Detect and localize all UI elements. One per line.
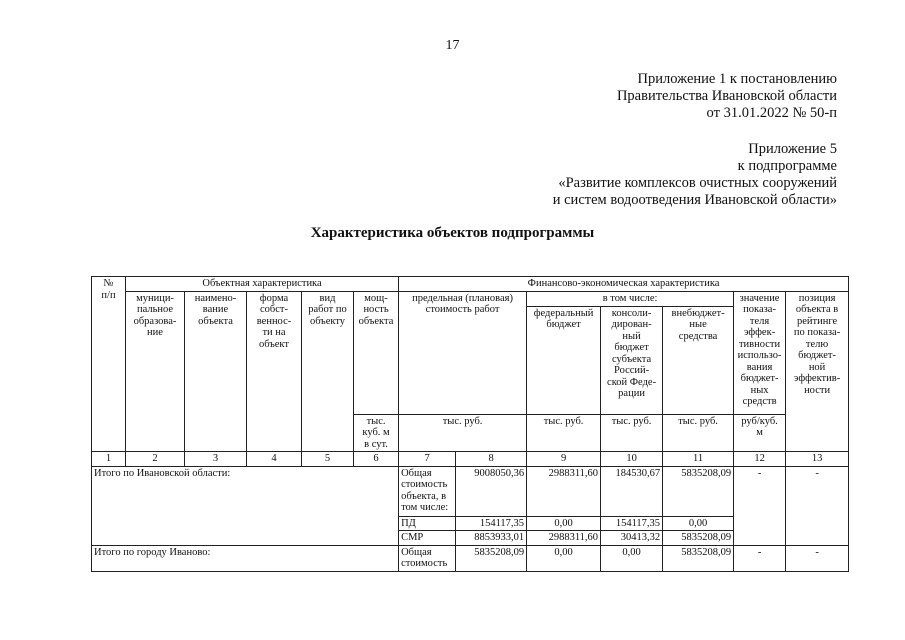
unit-federal: тыс. руб. [527, 414, 601, 452]
smr-label: СМР [399, 531, 456, 546]
federal-value: 2988311,60 [527, 466, 601, 516]
header-consolidated-budget-line: консоли- [611, 307, 652, 319]
document-title: Характеристика объектов подпрограммы [310, 225, 595, 241]
header-ownership-line: ти на [262, 327, 286, 338]
unit-indicator-line: м [756, 427, 763, 438]
header-off-budget [663, 306, 734, 414]
header-work-type-line: работ по [308, 304, 347, 315]
cost-value: 8853933,01 [456, 531, 527, 546]
column-number: 13 [786, 452, 849, 467]
table-row [92, 466, 849, 516]
appendix-5-line: «Развитие комплексов очистных сооружений [558, 175, 837, 191]
consolidated-value: 184530,67 [601, 466, 663, 516]
header-work-type [302, 291, 354, 452]
header-efficiency-indicator-line: ных [750, 384, 769, 396]
total-cost-label-line: Общая [401, 546, 432, 558]
header-ownership-line: собст- [260, 304, 288, 315]
appendix-1-heading [617, 71, 837, 122]
header-off-budget-line: внебюджет- [671, 307, 725, 319]
header-object-name-line: вание [202, 304, 229, 315]
indicator-value: - [734, 466, 786, 545]
cost-value: 5835208,09 [456, 545, 527, 571]
total-cost-label-line: том числе: [401, 502, 449, 513]
consolidated-value: 0,00 [601, 545, 663, 571]
header-rating-position-line: телю [805, 338, 829, 350]
off-budget-value: 5835208,09 [663, 466, 734, 516]
header-consolidated-budget-line: Россий- [613, 365, 650, 376]
header-efficiency-indicator-line: использо- [737, 350, 782, 361]
header-capacity-line: объекта [358, 315, 394, 327]
region-total-label: Итого по Ивановской области: [92, 466, 399, 545]
header-federal-budget-line: федеральный [533, 307, 594, 319]
header-row [92, 291, 849, 306]
appendix-1-line: от 31.01.2022 № 50-п [706, 105, 837, 121]
appendix-5-line: и систем водоотведения Ивановской области» [552, 192, 837, 208]
header-efficiency-indicator-line: показа- [743, 304, 776, 315]
header-rating-position-line: ной [808, 361, 826, 373]
consolidated-value: 154117,35 [601, 516, 663, 531]
header-work-type-line: объекту [309, 315, 346, 327]
total-cost-label-line: Общая [401, 467, 432, 479]
header-number-line: п/п [101, 289, 116, 301]
column-numbers-row [92, 452, 849, 467]
header-planned-cost [399, 291, 527, 414]
header-rating-position-line: эффектив- [793, 373, 841, 384]
total-cost-label [399, 545, 456, 571]
header-consolidated-budget [601, 306, 663, 414]
header-ownership-line: форма [259, 292, 289, 304]
appendix-1-line: Приложение 1 к постановлению [637, 71, 837, 87]
appendix-5-line: к подпрограмме [737, 158, 837, 174]
city-total-label: Итого по городу Иваново: [92, 545, 399, 571]
header-planned-cost-line: стоимость работ [425, 304, 500, 315]
page-number: 17 [445, 38, 460, 53]
header-efficiency-indicator [734, 291, 786, 414]
header-rating-position-line: позиция [798, 292, 836, 304]
header-municipal [126, 291, 185, 452]
unit-capacity-line: тыс. [366, 415, 386, 427]
header-consolidated-budget-line: дирован- [611, 319, 652, 330]
header-object-characteristics: Объектная характеристика [126, 277, 399, 292]
total-cost-label-line: стоимость [401, 479, 448, 490]
header-consolidated-budget-line: субъекта [611, 353, 652, 365]
table-row [92, 545, 849, 571]
federal-value: 0,00 [527, 516, 601, 531]
header-object-name-line: объекта [198, 315, 233, 327]
header-municipal-line: ние [147, 327, 163, 338]
unit-capacity-line: куб. м [362, 427, 390, 438]
header-federal-budget [527, 306, 601, 414]
header-efficiency-indicator-line: средств [742, 396, 777, 407]
header-rating-position-line: ности [804, 384, 831, 396]
header-financial-characteristics: Финансово-экономическая характеристика [399, 277, 849, 292]
column-number: 3 [185, 452, 247, 467]
header-efficiency-indicator-line: теля [749, 315, 770, 327]
header-efficiency-indicator-line: тивности [738, 338, 781, 350]
header-off-budget-line: ные [689, 319, 707, 330]
off-budget-value: 5835208,09 [663, 545, 734, 571]
header-ownership-line: объект [259, 338, 289, 350]
header-consolidated-budget-line: ный [622, 330, 641, 342]
header-municipal-line: муници- [136, 292, 174, 304]
header-consolidated-budget-line: рации [618, 388, 645, 399]
column-number: 9 [527, 452, 601, 467]
objects-table [91, 276, 849, 572]
column-number: 11 [663, 452, 734, 467]
header-efficiency-indicator-line: бюджет- [740, 373, 779, 384]
header-municipal-line: пальное [136, 304, 174, 315]
header-ownership [247, 291, 302, 452]
header-capacity [354, 291, 399, 414]
appendix-1-line: Правительства Ивановской области [616, 88, 837, 104]
indicator-value: - [734, 545, 786, 571]
appendix-5-line: Приложение 5 [748, 141, 837, 157]
unit-cost: тыс. руб. [399, 414, 527, 452]
position-value: - [786, 466, 849, 545]
header-federal-budget-line: бюджет [546, 319, 581, 330]
header-capacity-line: мощ- [364, 292, 388, 304]
column-number: 8 [456, 452, 527, 467]
header-ownership-line: веннос- [256, 315, 292, 327]
header-rating-position [786, 291, 849, 452]
header-number-line: № [103, 278, 114, 289]
column-number: 12 [734, 452, 786, 467]
unit-capacity-line: в сут. [364, 438, 388, 450]
header-rating-position-line: бюджет- [798, 350, 836, 361]
consolidated-value: 30413,32 [601, 531, 663, 546]
column-number: 1 [92, 452, 126, 467]
header-consolidated-budget-line: ской Феде- [607, 376, 657, 388]
column-number: 4 [247, 452, 302, 467]
header-municipal-line: образова- [133, 315, 177, 327]
column-number: 5 [302, 452, 354, 467]
off-budget-value: 0,00 [663, 516, 734, 531]
total-cost-label-line: объекта, в [401, 490, 447, 502]
header-rating-position-line: по показа- [793, 327, 841, 338]
column-number: 6 [354, 452, 399, 467]
unit-indicator [734, 414, 786, 452]
header-number [92, 277, 126, 452]
header-efficiency-indicator-line: эффек- [743, 327, 776, 338]
header-capacity-line: ность [363, 304, 389, 315]
pd-label: ПД [399, 516, 456, 531]
header-rating-position-line: объекта в [795, 304, 839, 315]
column-number: 7 [399, 452, 456, 467]
appendix-5-heading [553, 141, 837, 209]
off-budget-value: 5835208,09 [663, 531, 734, 546]
header-planned-cost-line: предельная (плановая) [412, 292, 513, 304]
header-efficiency-indicator-line: вания [746, 361, 773, 373]
cost-value: 9008050,36 [456, 466, 527, 516]
header-efficiency-indicator-line: значение [739, 292, 780, 304]
unit-indicator-line: руб/куб. [741, 415, 778, 427]
column-number: 2 [126, 452, 185, 467]
header-consolidated-budget-line: бюджет [614, 342, 649, 353]
header-row [92, 277, 849, 292]
header-off-budget-line: средства [678, 330, 718, 342]
header-work-type-line: вид [319, 292, 336, 304]
unit-off-budget: тыс. руб. [663, 414, 734, 452]
header-object-name [185, 291, 247, 452]
header-including: в том числе: [527, 291, 734, 306]
total-cost-label [399, 466, 456, 516]
cost-value: 154117,35 [456, 516, 527, 531]
federal-value: 2988311,60 [527, 531, 601, 546]
federal-value: 0,00 [527, 545, 601, 571]
header-rating-position-line: рейтинге [796, 315, 838, 327]
column-number: 10 [601, 452, 663, 467]
position-value: - [786, 545, 849, 571]
unit-consolidated: тыс. руб. [601, 414, 663, 452]
header-object-name-line: наимено- [194, 292, 237, 304]
total-cost-label-line: стоимость [401, 558, 448, 569]
unit-capacity [354, 414, 399, 452]
